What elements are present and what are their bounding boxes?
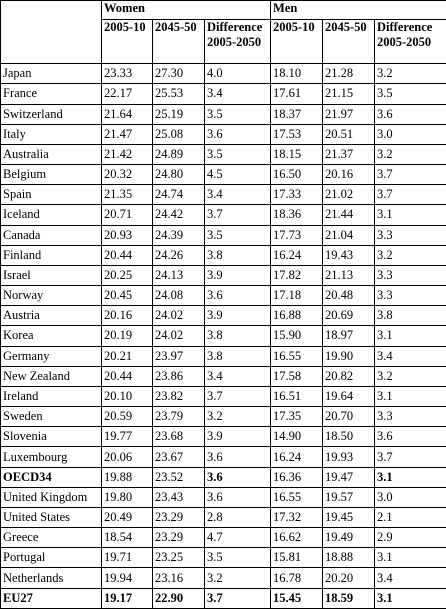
men-difference-cell: 3.1 [375, 548, 446, 568]
table-row [1, 407, 446, 427]
men-2045-50-cell: 21.28 [323, 64, 375, 84]
women-2045-50-cell: 23.67 [153, 447, 205, 467]
men-2005-10-cell: 17.73 [271, 225, 323, 245]
men-group-header: Men [271, 1, 446, 20]
women-difference-cell: 3.2 [205, 568, 271, 588]
men-difference-cell: 3.6 [375, 104, 446, 124]
women-2045-50-cell: 24.89 [153, 144, 205, 164]
women-2045-50-cell: 27.30 [153, 64, 205, 84]
women-2005-10-cell: 21.47 [102, 124, 153, 144]
men-difference-cell: 3.3 [375, 286, 446, 306]
country-cell: Switzerland [1, 104, 102, 124]
men-2005-10-cell: 18.37 [271, 104, 323, 124]
country-cell: France [1, 84, 102, 104]
women-2045-50-cell: 25.53 [153, 84, 205, 104]
women-difference-cell: 2.8 [205, 507, 271, 527]
men-difference-cell: 3.7 [375, 165, 446, 185]
women-2045-50-cell: 24.13 [153, 265, 205, 285]
women-2045-50-cell: 24.74 [153, 185, 205, 205]
country-cell: Austria [1, 306, 102, 326]
men-2045-50-cell: 21.02 [323, 185, 375, 205]
table-row [1, 225, 446, 245]
men-2005-10-cell: 15.90 [271, 326, 323, 346]
table-row [1, 507, 446, 527]
table-row [1, 346, 446, 366]
men-difference-cell: 3.7 [375, 447, 446, 467]
women-difference-cell: 3.6 [205, 467, 271, 487]
women-difference-cell: 3.9 [205, 306, 271, 326]
country-cell: Australia [1, 144, 102, 164]
women-group-header: Women [102, 1, 271, 20]
women-difference-cell: 3.6 [205, 487, 271, 507]
women-2045-50-cell: 24.26 [153, 245, 205, 265]
women-2045-50-cell: 23.97 [153, 346, 205, 366]
women-col-2005-10: 2005-10 [102, 20, 153, 64]
table-row [1, 84, 446, 104]
women-2005-10-cell: 22.17 [102, 84, 153, 104]
women-2005-10-cell: 19.88 [102, 467, 153, 487]
men-2005-10-cell: 16.36 [271, 467, 323, 487]
table-row [1, 144, 446, 164]
men-difference-cell: 2.1 [375, 507, 446, 527]
women-2005-10-cell: 20.16 [102, 306, 153, 326]
men-2045-50-cell: 21.13 [323, 265, 375, 285]
women-2045-50-cell: 24.39 [153, 225, 205, 245]
women-2005-10-cell: 20.45 [102, 286, 153, 306]
men-2045-50-cell: 19.90 [323, 346, 375, 366]
women-2045-50-cell: 22.90 [153, 588, 205, 608]
men-2005-10-cell: 17.61 [271, 84, 323, 104]
country-cell: EU27 [1, 588, 102, 608]
table-row [1, 487, 446, 507]
women-difference-cell: 3.9 [205, 427, 271, 447]
country-cell: Ireland [1, 386, 102, 406]
men-2005-10-cell: 15.81 [271, 548, 323, 568]
country-cell: OECD34 [1, 467, 102, 487]
men-difference-cell: 3.7 [375, 185, 446, 205]
men-2045-50-cell: 18.97 [323, 326, 375, 346]
men-2045-50-cell: 19.47 [323, 467, 375, 487]
women-2005-10-cell: 19.77 [102, 427, 153, 447]
women-2005-10-cell: 20.44 [102, 366, 153, 386]
women-2005-10-cell: 20.59 [102, 407, 153, 427]
women-2045-50-cell: 23.25 [153, 548, 205, 568]
men-2005-10-cell: 16.62 [271, 528, 323, 548]
women-2005-10-cell: 20.25 [102, 265, 153, 285]
country-cell: Norway [1, 286, 102, 306]
corner-cell-lower [1, 20, 102, 64]
men-difference-cell: 3.2 [375, 64, 446, 84]
table-row [1, 548, 446, 568]
women-2045-50-cell: 23.29 [153, 507, 205, 527]
men-2045-50-cell: 21.44 [323, 205, 375, 225]
women-2045-50-cell: 23.43 [153, 487, 205, 507]
women-difference-cell: 3.2 [205, 407, 271, 427]
women-difference-cell: 3.8 [205, 245, 271, 265]
women-difference-cell: 4.5 [205, 165, 271, 185]
women-2045-50-cell: 23.52 [153, 467, 205, 487]
women-col-difference: Difference 2005-2050 [205, 20, 271, 64]
women-difference-cell: 3.7 [205, 205, 271, 225]
table-row [1, 326, 446, 346]
men-2045-50-cell: 18.50 [323, 427, 375, 447]
men-difference-cell: 3.0 [375, 124, 446, 144]
men-2045-50-cell: 20.82 [323, 366, 375, 386]
table-row [1, 265, 446, 285]
women-2005-10-cell: 20.93 [102, 225, 153, 245]
women-2005-10-cell: 20.21 [102, 346, 153, 366]
women-difference-cell: 3.9 [205, 265, 271, 285]
men-2045-50-cell: 20.70 [323, 407, 375, 427]
women-difference-cell: 3.6 [205, 447, 271, 467]
women-2045-50-cell: 23.86 [153, 366, 205, 386]
table-row [1, 568, 446, 588]
women-difference-cell: 4.0 [205, 64, 271, 84]
men-difference-cell: 3.3 [375, 265, 446, 285]
women-difference-cell: 3.8 [205, 326, 271, 346]
women-difference-cell: 3.5 [205, 548, 271, 568]
country-cell: United States [1, 507, 102, 527]
table-row [1, 467, 446, 487]
men-difference-cell: 3.2 [375, 366, 446, 386]
women-2005-10-cell: 20.10 [102, 386, 153, 406]
men-2005-10-cell: 17.32 [271, 507, 323, 527]
men-2045-50-cell: 21.04 [323, 225, 375, 245]
men-difference-cell: 2.9 [375, 528, 446, 548]
men-2045-50-cell: 18.88 [323, 548, 375, 568]
men-2005-10-cell: 17.53 [271, 124, 323, 144]
men-2045-50-cell: 19.57 [323, 487, 375, 507]
men-2005-10-cell: 17.18 [271, 286, 323, 306]
country-cell: Iceland [1, 205, 102, 225]
men-2005-10-cell: 16.55 [271, 487, 323, 507]
table-row [1, 306, 446, 326]
women-2045-50-cell: 24.02 [153, 306, 205, 326]
men-2005-10-cell: 17.58 [271, 366, 323, 386]
table-row [1, 386, 446, 406]
women-2045-50-cell: 23.79 [153, 407, 205, 427]
women-2005-10-cell: 21.35 [102, 185, 153, 205]
men-difference-cell: 3.1 [375, 326, 446, 346]
country-cell: Slovenia [1, 427, 102, 447]
women-2045-50-cell: 25.08 [153, 124, 205, 144]
country-cell: New Zealand [1, 366, 102, 386]
men-difference-cell: 3.3 [375, 407, 446, 427]
women-difference-cell: 3.5 [205, 144, 271, 164]
women-2005-10-cell: 19.94 [102, 568, 153, 588]
country-cell: Germany [1, 346, 102, 366]
men-2045-50-cell: 19.43 [323, 245, 375, 265]
men-2005-10-cell: 18.36 [271, 205, 323, 225]
women-2045-50-cell: 23.82 [153, 386, 205, 406]
table-row [1, 447, 446, 467]
women-difference-cell: 3.8 [205, 346, 271, 366]
women-difference-cell: 3.7 [205, 386, 271, 406]
men-difference-cell: 3.5 [375, 84, 446, 104]
men-2045-50-cell: 20.48 [323, 286, 375, 306]
country-cell: Korea [1, 326, 102, 346]
table-row [1, 528, 446, 548]
women-2005-10-cell: 20.44 [102, 245, 153, 265]
men-2005-10-cell: 17.35 [271, 407, 323, 427]
men-2045-50-cell: 21.15 [323, 84, 375, 104]
women-2005-10-cell: 20.32 [102, 165, 153, 185]
women-2005-10-cell: 20.19 [102, 326, 153, 346]
table-row [1, 245, 446, 265]
men-2005-10-cell: 18.15 [271, 144, 323, 164]
men-2005-10-cell: 16.55 [271, 346, 323, 366]
table-row [1, 588, 446, 608]
men-difference-cell: 3.2 [375, 245, 446, 265]
table-row [1, 104, 446, 124]
women-2005-10-cell: 20.06 [102, 447, 153, 467]
table-row [1, 64, 446, 84]
women-2005-10-cell: 20.71 [102, 205, 153, 225]
corner-cell [1, 1, 102, 20]
women-difference-cell: 3.4 [205, 366, 271, 386]
men-difference-cell: 3.1 [375, 386, 446, 406]
country-cell: Greece [1, 528, 102, 548]
women-2005-10-cell: 21.42 [102, 144, 153, 164]
men-col-2045-50: 2045-50 [323, 20, 375, 64]
men-2005-10-cell: 16.88 [271, 306, 323, 326]
men-2005-10-cell: 15.45 [271, 588, 323, 608]
men-2005-10-cell: 16.78 [271, 568, 323, 588]
men-2005-10-cell: 16.50 [271, 165, 323, 185]
men-2045-50-cell: 20.16 [323, 165, 375, 185]
men-2045-50-cell: 19.64 [323, 386, 375, 406]
women-difference-cell: 3.4 [205, 185, 271, 205]
men-difference-cell: 3.6 [375, 427, 446, 447]
women-2005-10-cell: 21.64 [102, 104, 153, 124]
women-2045-50-cell: 24.42 [153, 205, 205, 225]
men-2045-50-cell: 20.20 [323, 568, 375, 588]
women-2005-10-cell: 19.17 [102, 588, 153, 608]
men-difference-cell: 3.2 [375, 144, 446, 164]
country-cell: Japan [1, 64, 102, 84]
men-2045-50-cell: 18.59 [323, 588, 375, 608]
women-2045-50-cell: 23.29 [153, 528, 205, 548]
men-2045-50-cell: 19.49 [323, 528, 375, 548]
men-2005-10-cell: 17.33 [271, 185, 323, 205]
women-difference-cell: 3.4 [205, 84, 271, 104]
table-row [1, 427, 446, 447]
women-2005-10-cell: 19.71 [102, 548, 153, 568]
country-cell: Canada [1, 225, 102, 245]
men-difference-cell: 3.4 [375, 346, 446, 366]
table-row [1, 165, 446, 185]
men-difference-cell: 3.4 [375, 568, 446, 588]
men-col-difference: Difference 2005-2050 [375, 20, 446, 64]
country-cell: Luxembourg [1, 447, 102, 467]
country-cell: Finland [1, 245, 102, 265]
country-cell: United Kingdom [1, 487, 102, 507]
country-cell: Israel [1, 265, 102, 285]
men-difference-cell: 3.1 [375, 205, 446, 225]
women-2005-10-cell: 20.49 [102, 507, 153, 527]
men-difference-cell: 3.1 [375, 588, 446, 608]
women-difference-cell: 3.5 [205, 225, 271, 245]
men-2005-10-cell: 14.90 [271, 427, 323, 447]
women-difference-cell: 3.5 [205, 104, 271, 124]
table-row [1, 185, 446, 205]
country-cell: Belgium [1, 165, 102, 185]
country-cell: Portugal [1, 548, 102, 568]
women-2005-10-cell: 23.33 [102, 64, 153, 84]
country-cell: Italy [1, 124, 102, 144]
men-col-2005-10: 2005-10 [271, 20, 323, 64]
men-2045-50-cell: 21.37 [323, 144, 375, 164]
women-2005-10-cell: 19.80 [102, 487, 153, 507]
table-row [1, 366, 446, 386]
men-2045-50-cell: 20.69 [323, 306, 375, 326]
men-2005-10-cell: 16.24 [271, 447, 323, 467]
women-2045-50-cell: 24.80 [153, 165, 205, 185]
country-cell: Sweden [1, 407, 102, 427]
women-difference-cell: 3.7 [205, 588, 271, 608]
women-2045-50-cell: 25.19 [153, 104, 205, 124]
women-2045-50-cell: 24.08 [153, 286, 205, 306]
men-difference-cell: 3.0 [375, 487, 446, 507]
men-2005-10-cell: 17.82 [271, 265, 323, 285]
men-difference-cell: 3.3 [375, 225, 446, 245]
country-cell: Netherlands [1, 568, 102, 588]
women-difference-cell: 3.6 [205, 286, 271, 306]
country-cell: Spain [1, 185, 102, 205]
men-2005-10-cell: 18.10 [271, 64, 323, 84]
table-row [1, 205, 446, 225]
women-2045-50-cell: 23.16 [153, 568, 205, 588]
table-row [1, 124, 446, 144]
men-difference-cell: 3.1 [375, 467, 446, 487]
women-2045-50-cell: 23.68 [153, 427, 205, 447]
men-difference-cell: 3.8 [375, 306, 446, 326]
table-row [1, 286, 446, 306]
women-difference-cell: 3.6 [205, 124, 271, 144]
women-2045-50-cell: 24.02 [153, 326, 205, 346]
women-difference-cell: 4.7 [205, 528, 271, 548]
men-2045-50-cell: 19.93 [323, 447, 375, 467]
men-2005-10-cell: 16.24 [271, 245, 323, 265]
men-2045-50-cell: 21.97 [323, 104, 375, 124]
men-2045-50-cell: 20.51 [323, 124, 375, 144]
men-2005-10-cell: 16.51 [271, 386, 323, 406]
women-2005-10-cell: 18.54 [102, 528, 153, 548]
women-col-2045-50: 2045-50 [153, 20, 205, 64]
men-2045-50-cell: 19.45 [323, 507, 375, 527]
